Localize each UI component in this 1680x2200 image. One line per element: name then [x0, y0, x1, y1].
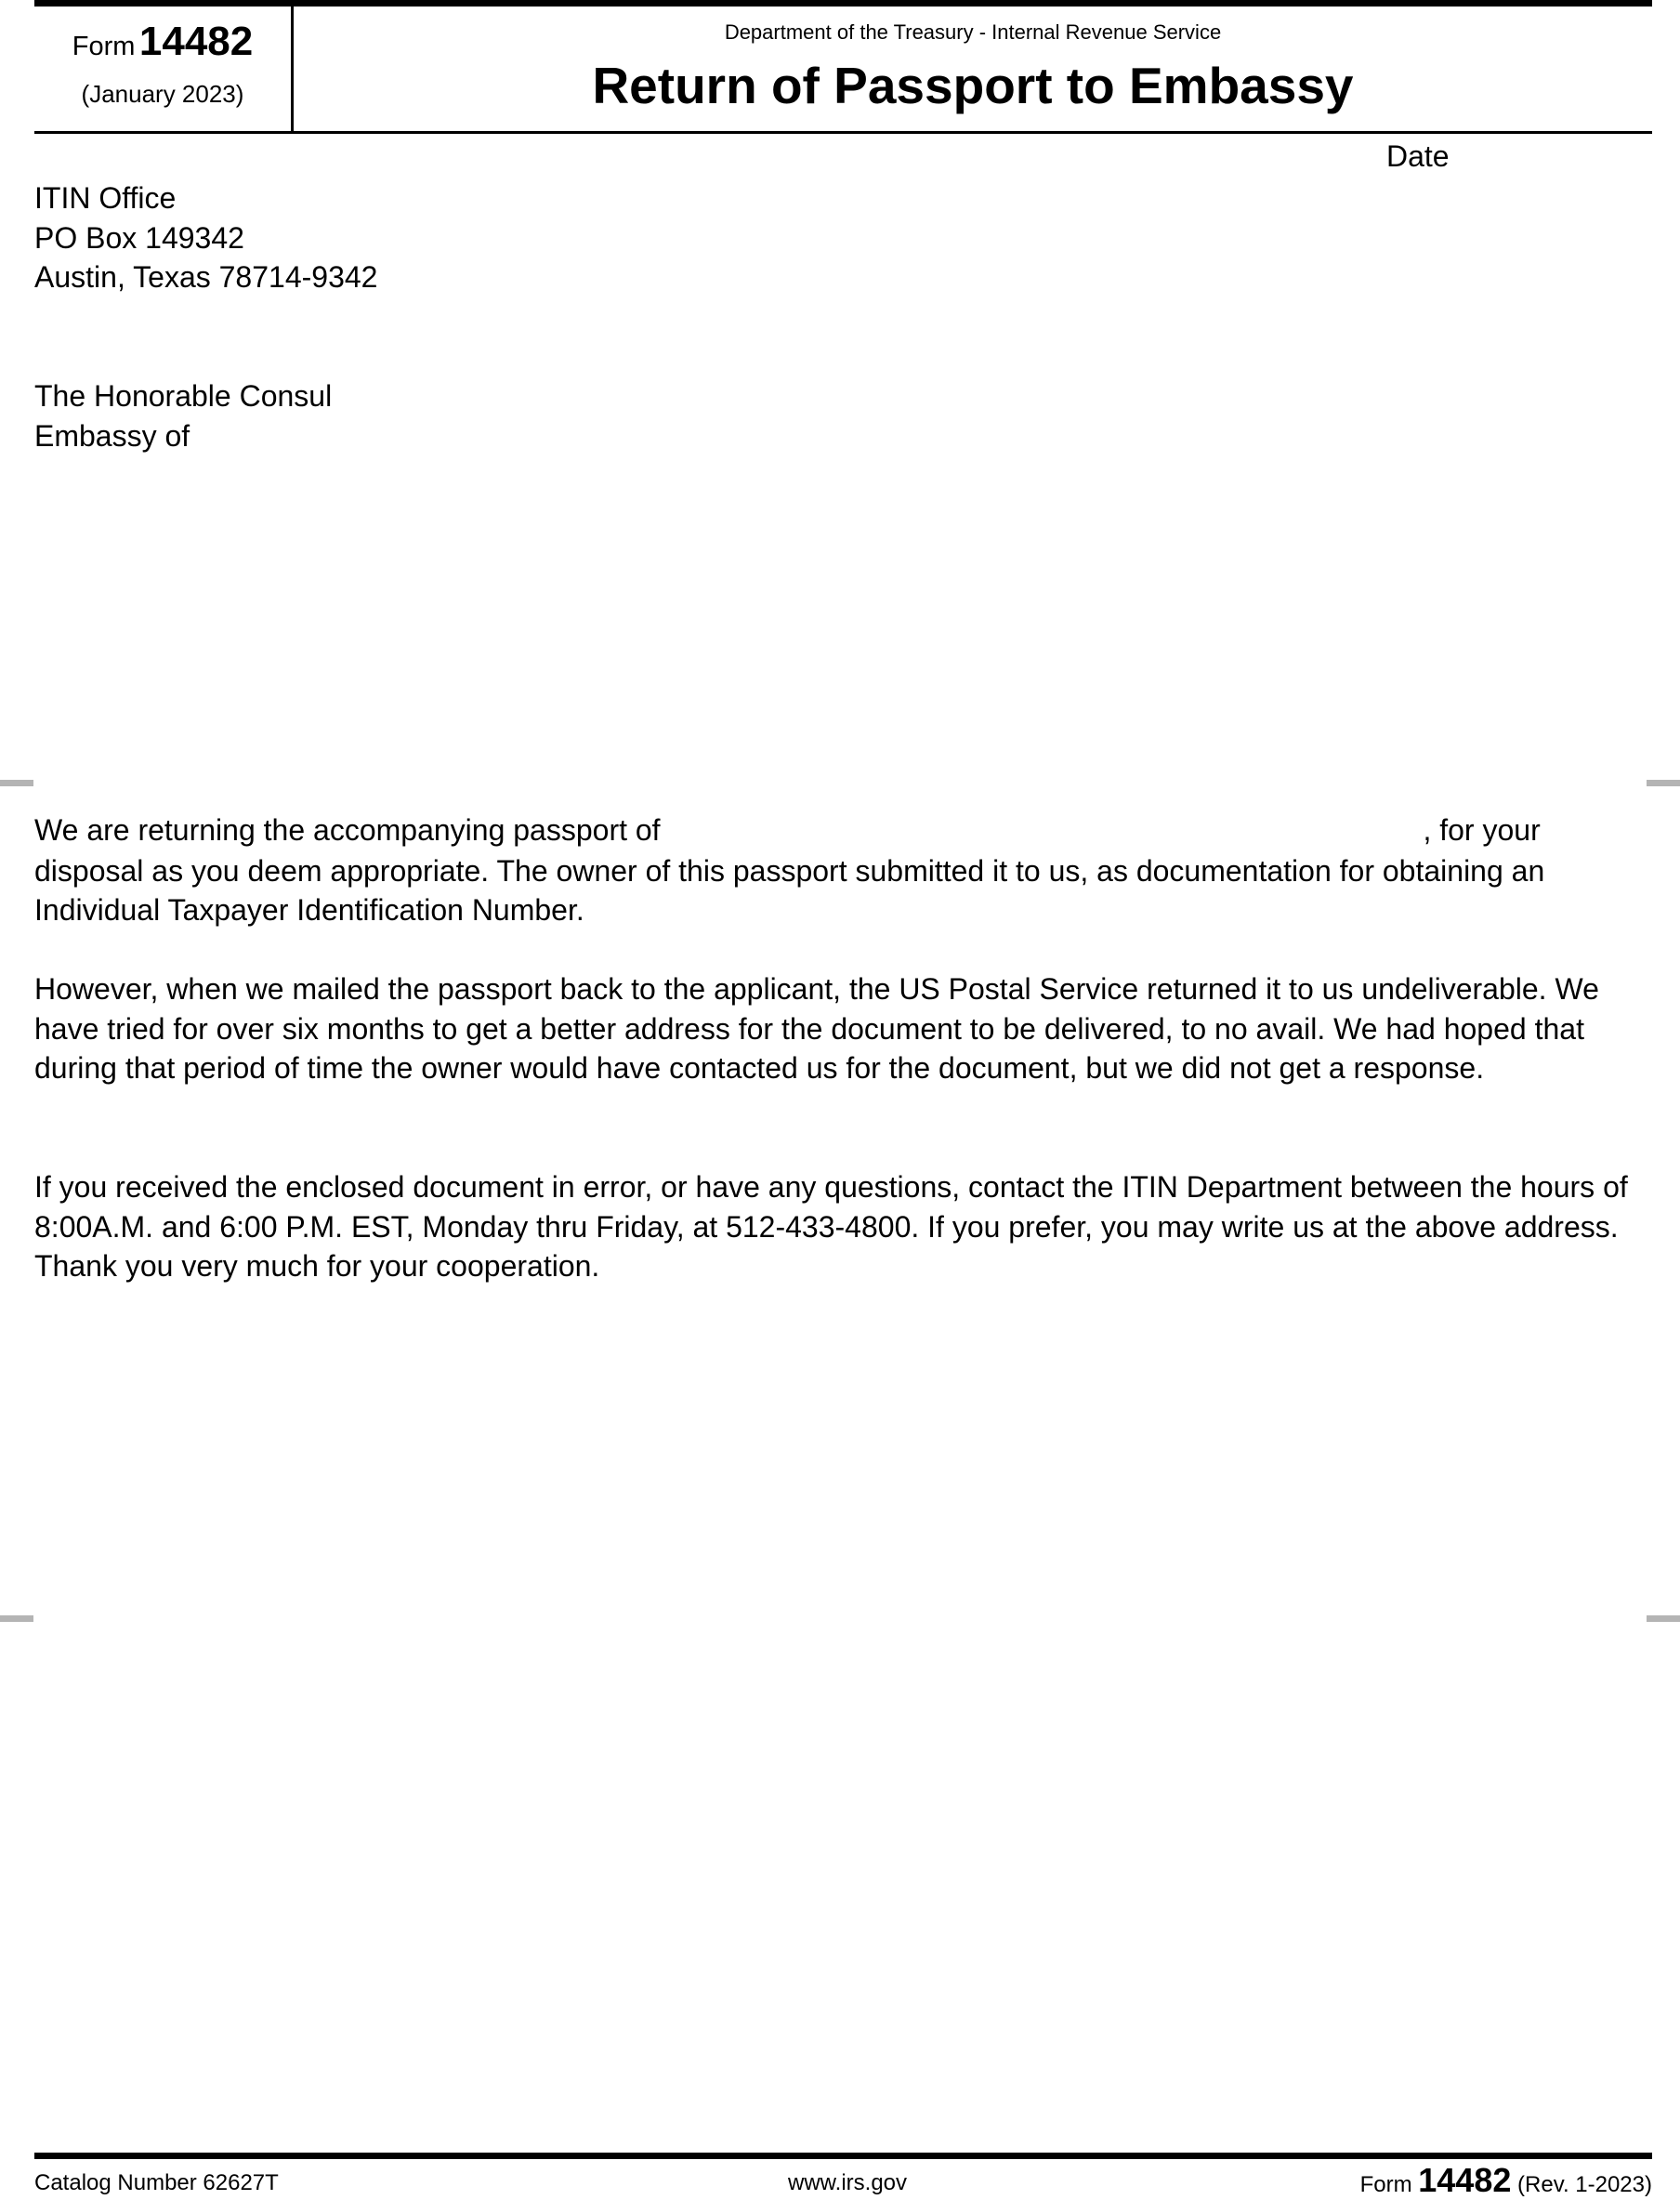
footer-form-word: Form: [1359, 2172, 1412, 2197]
fold-mark: [1647, 1615, 1680, 1622]
footer-revision: (Rev. 1-2023): [1517, 2172, 1652, 2197]
paragraph-contact: If you received the enclosed document in error, or have any questions, contact the ITIN Department between the hours of 8:00A.M. and 6:00 P.M. EST, Monday thru Friday, at 512-433-4800. If you prefer, you may write us at the above address. Thank you very much for your cooperation.: [34, 1170, 1628, 1283]
para1-tail-text: , for your disposal as you deem appropriate. The owner of this passport submitted it to us, as documentation for obtaining an Individual Taxpayer Identification Number.: [34, 813, 1545, 927]
fold-mark: [0, 780, 33, 786]
passport-owner-field[interactable]: [668, 822, 1423, 851]
footer-rule: [34, 2153, 1652, 2159]
form-word: Form: [72, 32, 136, 61]
address-line: PO Box 149342: [34, 220, 244, 255]
address-line: ITIN Office: [34, 181, 177, 215]
footer-form-id: [1360, 2161, 1652, 2200]
recipient-line: Embassy of: [34, 418, 190, 453]
form-title: Return of Passport to Embassy: [592, 57, 1354, 114]
sender-address: [34, 178, 377, 297]
header-bottom-rule: [34, 131, 1652, 134]
date-label: Date: [1386, 139, 1450, 173]
form-number: 14482: [138, 19, 254, 64]
recipient-address: [34, 376, 332, 455]
website-link[interactable]: www.irs.gov: [788, 2170, 908, 2195]
para1-lead-text: We are returning the accompanying passport of: [34, 813, 669, 847]
paragraph-passport-return: [34, 810, 1651, 930]
catalog-number: Catalog Number 62627T: [34, 2170, 279, 2195]
fold-mark: [0, 1615, 33, 1622]
form-date: (January 2023): [81, 80, 244, 108]
address-line: Austin, Texas 78714-9342: [34, 260, 378, 294]
header-top-rule: [34, 0, 1652, 7]
footer-form-number: 14482: [1418, 2161, 1512, 2199]
form-identifier: [34, 19, 291, 65]
paragraph-undeliverable: However, when we mailed the passport back to the applicant, the US Postal Service returned it to us undeliverable. We have tried for over six months to get a better address for the document to be delivered, to no avail. We had hoped that during that period of time the owner would have contacted us for the document, but we did not get a response.: [34, 972, 1599, 1085]
recipient-line: The Honorable Consul: [34, 379, 333, 413]
department-name: Department of the Treasury - Internal Revenue Service: [724, 20, 1222, 44]
fold-mark: [1647, 780, 1680, 786]
